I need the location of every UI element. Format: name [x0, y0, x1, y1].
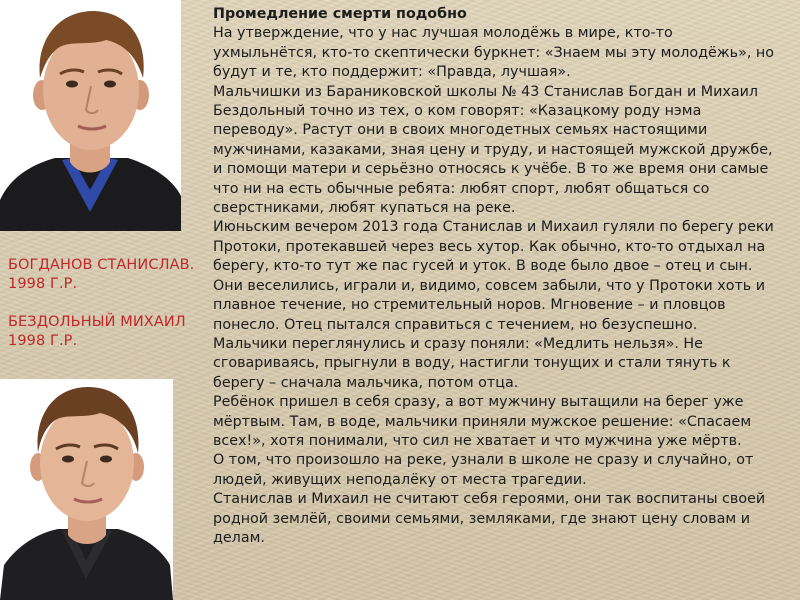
captions-block: [8, 256, 213, 351]
article-paragraph-3: Июньским вечером 2013 года Станислав и Михаил гуляли по берегу реки Протоки, протекавшей через весь хутор. Как обычно, кто-то отдыхал на берегу, кто-то тут же пас гусей и уток. В воде было двое – отец и сын. Они веселились, играли и, видимо, совсем забыли, что у Протоки хоть и плавное течение, но стремительный норов. Мгновение – и пловцов понесло. Отец пытался справиться с течением, но безуспешно.: [213, 219, 774, 333]
article-paragraph-7: Станислав и Михаил не считают себя героями, они так воспитаны своей родной землёй, своими семьями, земляками, где знают цену словам и делам.: [213, 491, 766, 546]
article-headline: Промедление смерти подобно: [213, 6, 467, 22]
article-paragraph-5: Ребёнок пришел в себя сразу, а вот мужчину вытащили на берег уже мёртвым. Там, в воде, мальчики приняли мужское решение: «Спасаем всех!», хотя понимали, что сил не хватает и что мужчина уже мёртв.: [213, 394, 752, 449]
portrait-bezdolny-photo: [0, 379, 173, 600]
article-paragraph-1: На утверждение, что у нас лучшая молодёжь в мире, кто-то ухмыльнётся, кто-то скептически буркнет: «Знаем мы эту молодёжь», но будут и те, кто поддержит: «Правда, лучшая».: [213, 25, 775, 81]
person-name-bezdolny: БЕЗДОЛЬНЫЙ МИХАИЛ: [8, 314, 186, 330]
caption-spacer: [8, 294, 213, 313]
article-paragraph-2: Мальчишки из Бараниковской школы № 43 Станислав Богдан и Михаил Бездольный точно из тех, о ком говорят: «Казацкому роду нэма переводу». Растут они в своих многодетных семьях настоящими мужчинами, казаками, зная цену и труду, и настоящей мужской дружбе, и помощи матери и серьёзно относясь к учёбе. В то же время они самые что ни на есть обычные ребята: любят спорт, любят общаться со сверстниками, любят купаться на реке.: [213, 83, 773, 217]
article-paragraph-4: Мальчики переглянулись и сразу поняли: «Медлить нельзя». Не сговариваясь, прыгнули в воду, настигли тонущих и стали тянуть к берегу – сначала мальчика, потом отца.: [213, 335, 731, 391]
portrait-bezdolny-image: [0, 379, 173, 600]
person-birth-bogdanov: 1998 Г.Р.: [8, 276, 78, 292]
article-paragraph-6: О том, что произошло на реке, узнали в школе не сразу и случайно, от людей, живущих неподалёку от места трагедии.: [213, 452, 754, 488]
portrait-bogdanov-photo: [0, 0, 181, 231]
person-name-bogdanov: БОГДАНОВ СТАНИСЛАВ.: [8, 257, 195, 273]
person-birth-bezdolny: 1998 Г.Р.: [8, 333, 78, 349]
portrait-bogdanov-image: [0, 0, 181, 231]
article: [213, 5, 778, 548]
